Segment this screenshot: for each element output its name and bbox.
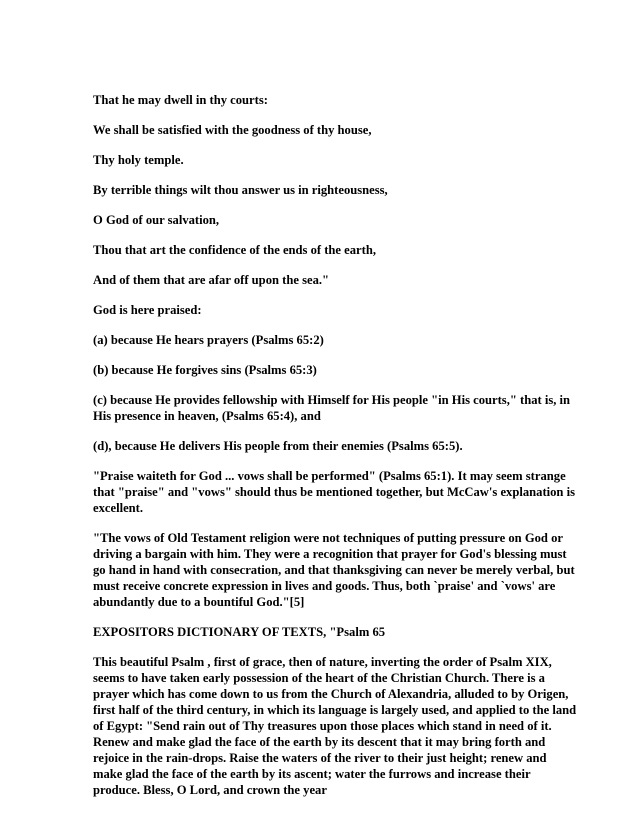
paragraph: That he may dwell in thy courts: [93,93,268,107]
paragraph: By terrible things wilt thou answer us in righteousness, [93,183,388,197]
paragraph: We shall be satisfied with the goodness of thy house, [93,123,372,137]
paragraph: This beautiful Psalm , first of grace, then of nature, inverting the order of Psalm XIX, seems to have taken early possession of the heart of the Christian Church. There is a prayer which has come down to us from the Church of Alexandria, alluded to by Origen, first half of the third century, in which its language is largely used, and applied to the land of Egypt: "Send rain out of Thy treasures upon those places which stand in need of it. Renew and make glad the face of the earth by its descent that it may bring forth and rejoice in the rain-drops. Raise the waters of the river to their just height; renew and make glad the face of the earth by its ascent; water the furrows and increase their produce. Bless, O Lord, and crown the year [93,655,577,797]
paragraph: (b) because He forgives sins (Psalms 65:3) [93,363,317,377]
paragraph: "Praise waiteth for God ... vows shall be performed" (Psalms 65:1). It may seem strange that "praise" and "vows" should thus be mentioned together, but McCaw's explanation is excellent. [93,469,575,515]
paragraph: "The vows of Old Testament religion were not techniques of putting pressure on God or driving a bargain with him. They were a recognition that prayer for God's blessing must go hand in hand with consecration, and that thanksgiving can never be merely verbal, but must receive concrete expression in lives and goods. Thus, both `praise' and `vows' are abundantly due to a bountiful God."[5] [93,531,575,609]
paragraph: (c) because He provides fellowship with Himself for His people "in His courts," that is, in His presence in heaven, (Psalms 65:4), and [93,393,571,423]
paragraph: Thou that art the confidence of the ends of the earth, [93,243,376,257]
paragraph: O God of our salvation, [93,213,220,227]
paragraph: (d), because He delivers His people from their enemies (Psalms 65:5). [93,439,463,453]
paragraph: (a) because He hears prayers (Psalms 65:2) [93,333,324,347]
paragraph: Thy holy temple. [93,153,184,167]
paragraph: And of them that are afar off upon the sea." [93,273,330,287]
section-heading: EXPOSITORS DICTIONARY OF TEXTS, "Psalm 65 [93,625,386,639]
paragraph: God is here praised: [93,303,202,317]
